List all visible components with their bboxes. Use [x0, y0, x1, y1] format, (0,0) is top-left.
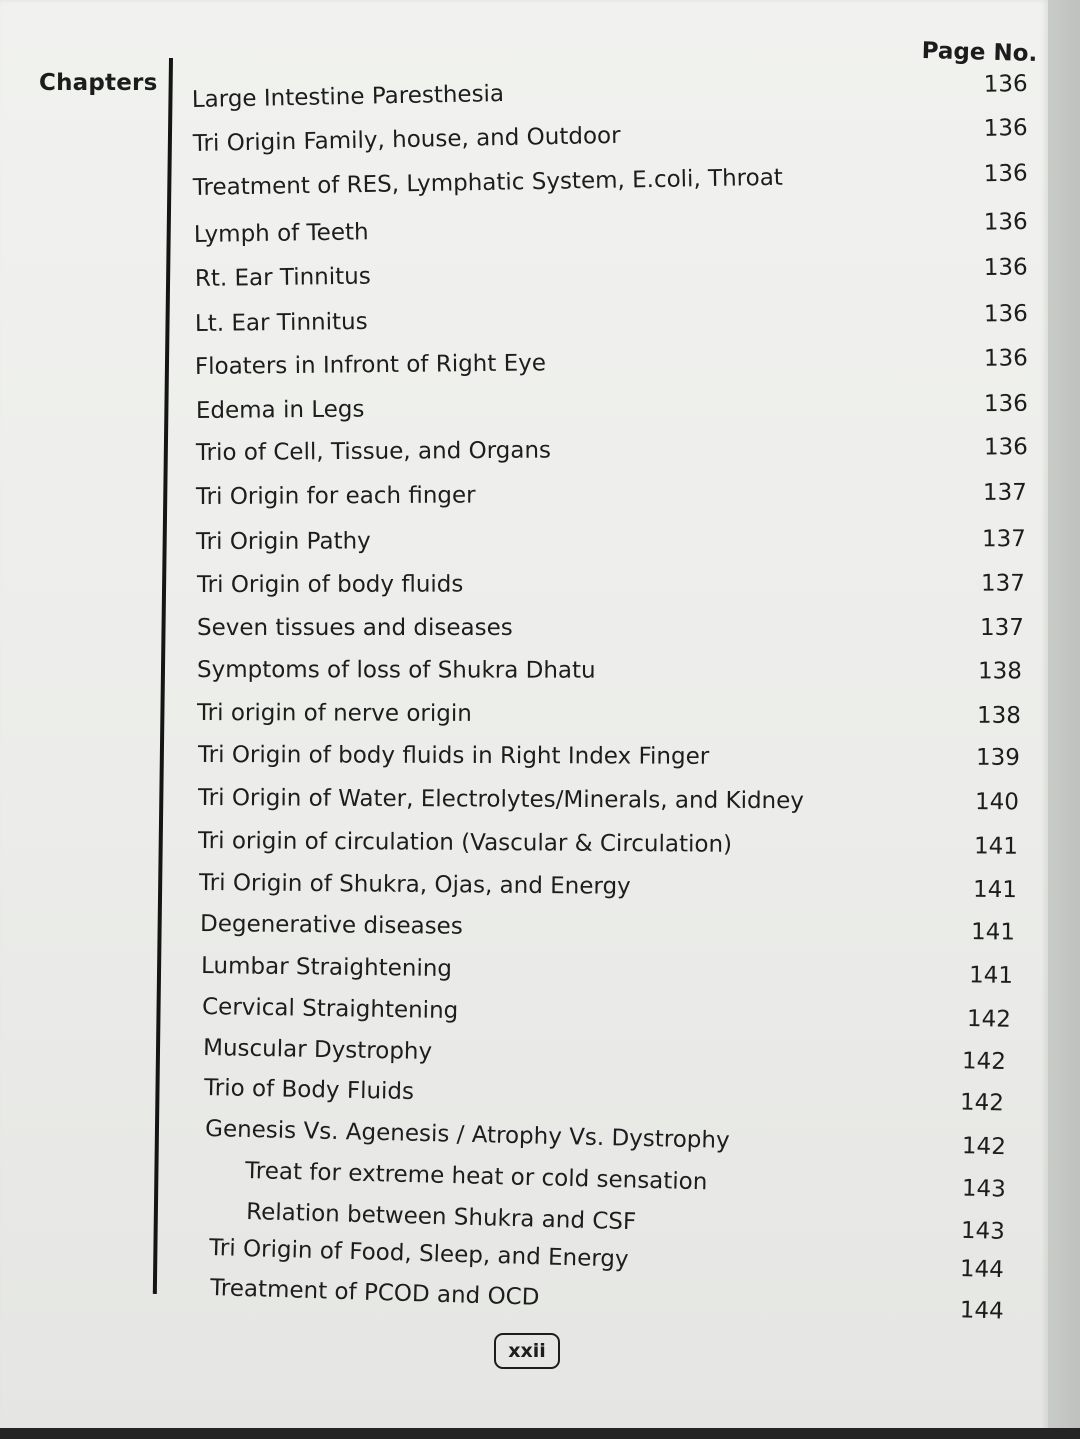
toc-entry-page: 142 — [966, 1006, 1012, 1033]
toc-entry-page: 136 — [983, 390, 1028, 418]
toc-entry — [201, 994, 1012, 1034]
toc-entry — [202, 1035, 1007, 1076]
toc-entry-title: Edema in Legs — [195, 396, 365, 424]
toc-entry-title: Treat for extreme heat or cold sensation — [244, 1158, 708, 1196]
toc-entry-page: 138 — [977, 658, 1022, 685]
toc-entry-page: 136 — [983, 160, 1028, 188]
toc-entry-page: 137 — [982, 479, 1027, 506]
toc-entry-title: Trio of Cell, Tissue, and Organs — [195, 437, 552, 466]
toc-entry-page: 136 — [983, 300, 1028, 328]
toc-entry-title: Genesis Vs. Agenesis / Atrophy Vs. Dystrophy — [204, 1116, 730, 1154]
toc-entry — [191, 70, 1028, 127]
toc-entry-title: Seven tissues and diseases — [197, 615, 513, 641]
toc-entry-title: Tri Origin of Water, Electrolytes/Minerals, and Kidney — [197, 785, 805, 815]
toc-entry-title: Muscular Dystrophy — [202, 1035, 433, 1065]
toc-entry-title: Trio of Body Fluids — [203, 1075, 415, 1106]
toc-entry-title: Tri Origin of body fluids in Right Index Finger — [197, 742, 710, 770]
toc-entry — [192, 160, 1028, 215]
toc-entry-title: Treatment of PCOD and OCD — [209, 1275, 540, 1311]
toc-entry-page: 141 — [972, 876, 1018, 904]
toc-entry-title: Large Intestine Paresthesia — [191, 81, 505, 113]
page-folio: xxii — [494, 1333, 560, 1369]
toc-entry-title: Floaters in Infront of Right Eye — [194, 350, 547, 380]
toc-entry-page: 139 — [975, 744, 1020, 771]
toc-entry — [244, 1158, 1007, 1203]
toc-entry — [209, 1275, 1005, 1325]
toc-entry-title: Rt. Ear Tinnitus — [194, 263, 371, 292]
toc-entry-page: 138 — [976, 702, 1021, 729]
toc-entry-page: 137 — [981, 526, 1026, 553]
toc-entry — [192, 114, 1028, 171]
toc-entry-title: Tri origin of circulation (Vascular & Circulation) — [197, 828, 733, 858]
toc-entry-page: 142 — [961, 1133, 1007, 1161]
toc-entry-title: Lymph of Teeth — [193, 219, 369, 248]
toc-entry-title: Relation between Shukra and CSF — [245, 1199, 637, 1236]
toc-entry — [204, 1116, 1007, 1161]
toc-entry — [193, 208, 1028, 262]
toc-entry-title: Symptoms of loss of Shukra Dhatu — [196, 657, 596, 684]
chapters-heading: Chapters — [39, 70, 158, 96]
toc-entry-page: 136 — [983, 114, 1028, 142]
toc-entry — [245, 1199, 1006, 1245]
toc-entry-title: Treatment of RES, Lymphatic System, E.coli, Throat — [192, 164, 784, 201]
page-number-heading: Page No. — [921, 38, 1038, 68]
toc-entry-page: 137 — [980, 570, 1025, 597]
toc-entry-title: Tri Origin of Food, Sleep, and Energy — [208, 1235, 629, 1273]
toc-entry-title: Tri Origin of Shukra, Ojas, and Energy — [198, 870, 631, 900]
toc-entry-title: Tri Origin Family, house, and Outdoor — [192, 122, 621, 157]
toc-entry-page: 141 — [968, 962, 1014, 989]
toc-entry-page: 143 — [960, 1217, 1006, 1245]
toc-entry-page: 141 — [973, 833, 1019, 860]
toc-entry-page: 136 — [983, 70, 1028, 98]
toc-entry-title: Tri Origin Pathy — [195, 528, 371, 555]
toc-entry-page: 136 — [983, 208, 1028, 236]
toc-entry — [208, 1235, 1005, 1284]
toc-entry-page: 140 — [974, 789, 1019, 816]
toc-entry-page: 142 — [959, 1089, 1005, 1117]
toc-entry-title: Tri Origin for each finger — [195, 482, 476, 510]
toc-entry-page: 142 — [961, 1048, 1007, 1076]
toc-entry — [203, 1075, 1005, 1117]
toc-entry-page: 136 — [983, 434, 1028, 461]
toc-entry-title: Lt. Ear Tinnitus — [194, 308, 368, 337]
toc-entry-page: 137 — [980, 615, 1024, 641]
toc-entry-title: Degenerative diseases — [199, 911, 463, 940]
toc-entry-title: Cervical Straightening — [201, 994, 459, 1025]
toc-entry — [194, 254, 1028, 306]
toc-entry-title: Tri origin of nerve origin — [196, 700, 472, 727]
toc-entry-page: 144 — [959, 1255, 1005, 1284]
toc-entry-title: Tri Origin of body fluids — [196, 571, 464, 598]
toc-entry-page: 136 — [983, 345, 1028, 372]
toc-entry-page: 143 — [961, 1175, 1007, 1203]
toc-entry-page: 144 — [959, 1297, 1005, 1325]
page-edge — [1048, 0, 1080, 1439]
toc-entry-page: 136 — [983, 254, 1028, 281]
toc-entry-title: Lumbar Straightening — [200, 953, 453, 983]
toc-entry-page: 141 — [970, 919, 1016, 946]
